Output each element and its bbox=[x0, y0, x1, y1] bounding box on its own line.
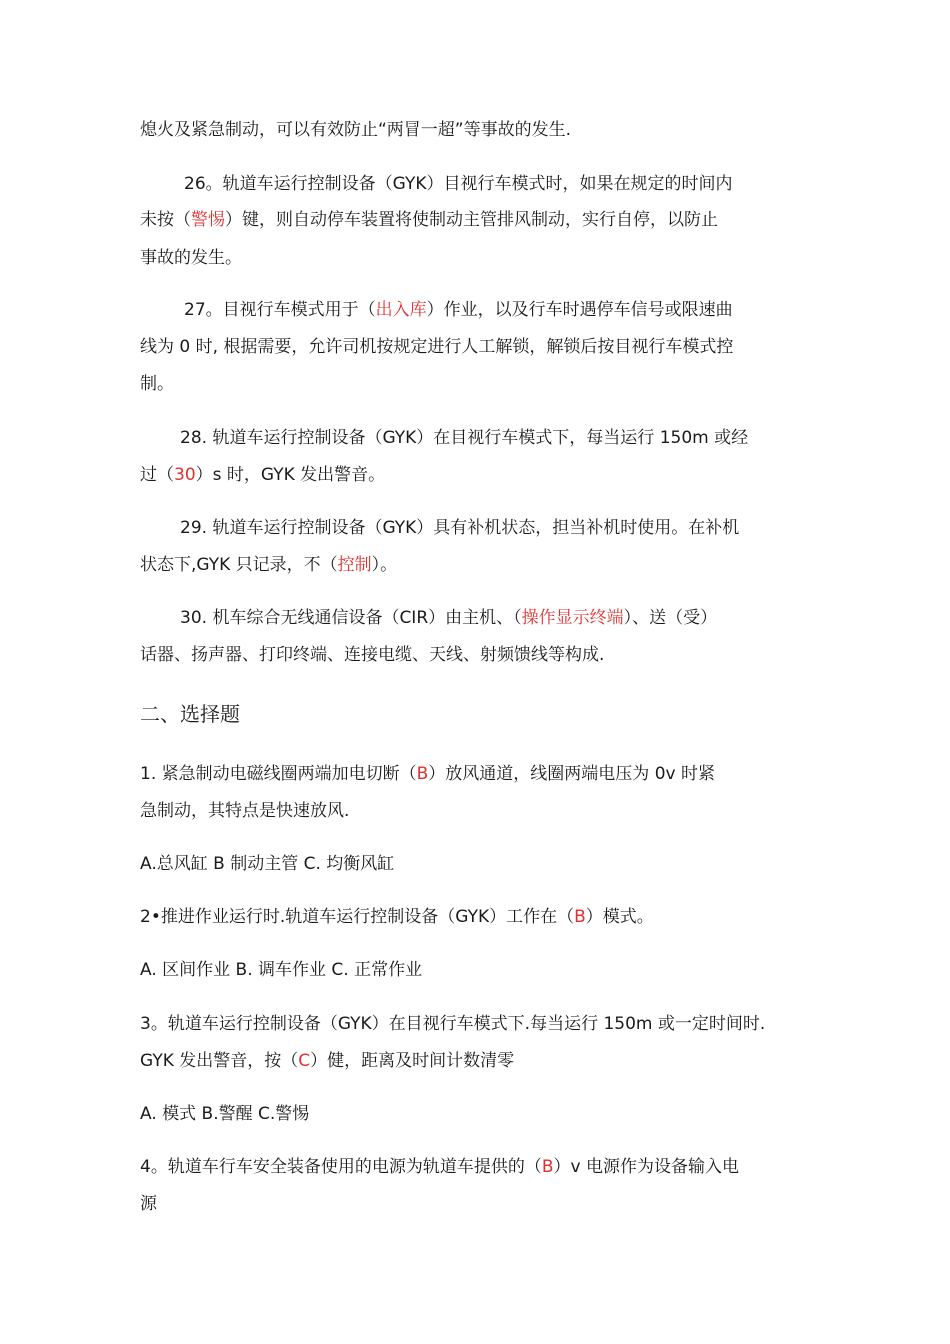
answer-text: B bbox=[541, 1157, 554, 1177]
choice-1-line-1: 1. 紧急制动电磁线圈两端加电切断（B）放风通道，线圈两端电压为 0v 时紧 bbox=[140, 764, 715, 784]
answer-text: B bbox=[574, 907, 586, 927]
answer-text: 操作显示终端 bbox=[521, 608, 624, 628]
question-30-line-1: 30. 机车综合无线通信设备（CIR）由主机、（操作显示终端）、送（受） bbox=[180, 608, 718, 628]
question-27-line-1: 27。目视行车模式用于（出入库）作业，以及行车时遇停车信号或限速曲 bbox=[184, 300, 733, 320]
choice-4-line-2: 源 bbox=[140, 1194, 157, 1214]
choice-3-line-2: GYK 发出警音，按（C）健，距离及时间计数清零 bbox=[140, 1051, 515, 1071]
question-27-line-2: 线为 0 时, 根据需要，允许司机按规定进行人工解锁，解锁后按目视行车模式控 bbox=[140, 337, 734, 357]
choice-2-line-1: 2•推进作业运行时.轨道车运行控制设备（GYK）工作在（B）模式。 bbox=[140, 907, 654, 927]
answer-text: C bbox=[298, 1051, 311, 1071]
question-27-line-3: 制。 bbox=[140, 374, 174, 394]
choice-3-options: A. 模式 B.警醒 C.警惕 bbox=[140, 1104, 310, 1124]
choice-1-line-2: 急制动，其特点是快速放风. bbox=[140, 801, 350, 821]
choice-3-line-1: 3。轨道车运行控制设备（GYK）在目视行车模式下.每当运行 150m 或一定时间时. bbox=[140, 1014, 766, 1034]
choice-4-line-1: 4。轨道车行车安全装备使用的电源为轨道车提供的（B）v 电源作为设备输入电 bbox=[140, 1157, 739, 1177]
text-line: 熄火及紧急制动，可以有效防止“两冒一超”等事故的发生. bbox=[140, 120, 572, 140]
question-28-line-2: 过（30）s 时，GYK 发出警音。 bbox=[140, 465, 386, 485]
question-30-line-2: 话器、扬声器、打印终端、连接电缆、天线、射频馈线等构成. bbox=[140, 645, 605, 665]
question-29-line-1: 29. 轨道车运行控制设备（GYK）具有补机状态，担当补机时使用。在补机 bbox=[180, 518, 740, 538]
question-26-line-3: 事故的发生。 bbox=[140, 248, 242, 268]
question-26-line-2: 未按（警惕）键，则自动停车装置将使制动主管排风制动，实行自停，以防止 bbox=[140, 210, 718, 230]
answer-text: 30 bbox=[174, 465, 196, 485]
choice-2-options: A. 区间作业 B. 调车作业 C. 正常作业 bbox=[140, 960, 423, 980]
question-29-line-2: 状态下,GYK 只记录，不（控制）。 bbox=[140, 555, 398, 575]
answer-text: 警惕 bbox=[191, 210, 225, 230]
answer-text: 控制 bbox=[337, 555, 372, 575]
section-heading: 二、选择题 bbox=[140, 702, 240, 726]
choice-1-options: A.总风缸 B 制动主管 C. 均衡风缸 bbox=[140, 854, 395, 874]
answer-text: B bbox=[416, 764, 429, 784]
question-26-line-1: 26。轨道车运行控制设备（GYK）目视行车模式时，如果在规定的时间内 bbox=[184, 174, 733, 194]
answer-text: 出入库 bbox=[375, 300, 427, 320]
question-28-line-1: 28. 轨道车运行控制设备（GYK）在目视行车模式下，每当运行 150m 或经 bbox=[180, 428, 749, 448]
